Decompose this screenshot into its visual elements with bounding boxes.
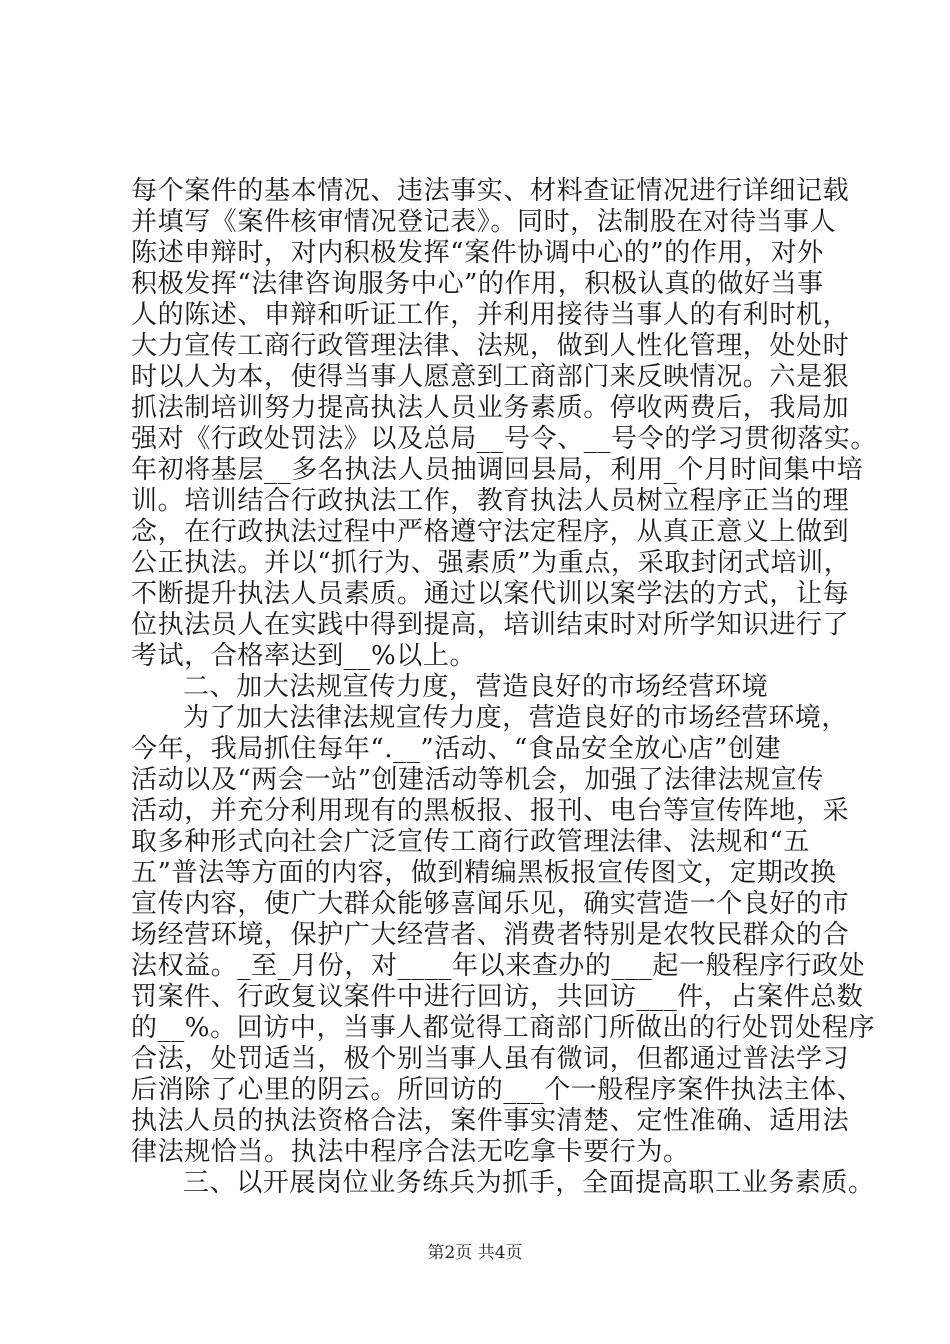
body-line: 场经营环境，保护广大经营者、消费者特别是农牧民群众的合	[131, 920, 850, 950]
body-line: 法权益。_至_月份，对____年以来查办的___起一般程序行政处	[131, 951, 866, 981]
body-line: 大力宣传工商行政管理法律、法规，做到人性化管理，处处时	[131, 331, 850, 361]
body-line: 公正执法。并以“抓行为、强素质”为重点，采取封闭式培训，	[131, 548, 851, 578]
body-line: 合法，处罚适当，极个别当事人虽有微词，但都通过普法学习	[131, 1044, 850, 1074]
body-line: 今年，我局抓住每年“.__”活动、“食品安全放心店”创建	[131, 734, 782, 764]
body-line: 每个案件的基本情况、违法事实、材料查证情况进行详细记载	[131, 176, 850, 206]
body-line: 取多种形式向社会广泛宣传工商行政管理法律、法规和“五	[131, 827, 810, 857]
body-line: 抓法制培训努力提高执法人员业务素质。停收两费后，我局加	[131, 393, 850, 423]
body-line: 强对《行政处罚法》以及总局__号令、__号令的学习贯彻落实。	[131, 424, 878, 454]
body-line: 五”普法等方面的内容，做到精编黑板报宣传图文，定期改换	[131, 858, 837, 888]
page-number-footer: 第2页 共4页	[427, 1243, 523, 1263]
body-line: 时以人为本，使得当事人愿意到工商部门来反映情况。六是狠	[131, 362, 850, 392]
body-line: 活动以及“两会一站”创建活动等机会，加强了法律法规宣传	[131, 765, 824, 795]
body-line: 训。培训结合行政执法工作，教育执法人员树立程序正当的理	[131, 486, 850, 516]
paragraph-first-line: 为了加大法律法规宣传力度，营造良好的市场经营环境，	[183, 703, 849, 733]
body-line: 的__%。回访中，当事人都觉得工商部门所做出的行处罚处程序	[131, 1013, 876, 1043]
body-line: 后消除了心里的阴云。所回访的___个一般程序案件执法主体、	[131, 1075, 864, 1105]
body-line: 并填写《案件核审情况登记表》。同时，法制股在对待当事人	[131, 207, 837, 237]
body-line: 律法规恰当。执法中程序合法无吃拿卡要行为。	[131, 1137, 690, 1167]
body-line: 位执法员人在实践中得到提高，培训结束时对所学知识进行了	[131, 610, 850, 640]
body-line: 考试，合格率达到__%以上。	[131, 641, 477, 671]
body-line: 陈述申辩时，对内积极发挥“案件协调中心的”的作用，对外	[131, 238, 824, 268]
body-line: 年初将基层__多名执法人员抽调回县局，利用_个月时间集中培	[131, 455, 864, 485]
body-line: 人的陈述、申辩和听证工作，并利用接待当事人的有利时机，	[131, 300, 850, 330]
body-line: 活动，并充分利用现有的黑板报、报刊、电台等宣传阵地，采	[131, 796, 850, 826]
body-line: 积极发挥“法律咨询服务中心”的作用，积极认真的做好当事	[131, 269, 824, 299]
section-heading-2: 二、加大法规宣传力度，营造良好的市场经营环境	[183, 672, 769, 702]
body-line: 念，在行政执法过程中严格遵守法定程序，从真正意义上做到	[131, 517, 850, 547]
body-line: 宣传内容，使广大群众能够喜闻乐见，确实营造一个良好的市	[131, 889, 850, 919]
section-heading-3: 三、以开展岗位业务练兵为抓手，全面提高职工业务素质。	[183, 1168, 875, 1198]
body-line: 不断提升执法人员素质。通过以案代训以案学法的方式，让每	[131, 579, 850, 609]
body-line: 罚案件、行政复议案件中进行回访，共回访___件，占案件总数	[131, 982, 864, 1012]
body-line: 执法人员的执法资格合法，案件事实清楚、定性准确、适用法	[131, 1106, 850, 1136]
document-body	[131, 176, 878, 1199]
